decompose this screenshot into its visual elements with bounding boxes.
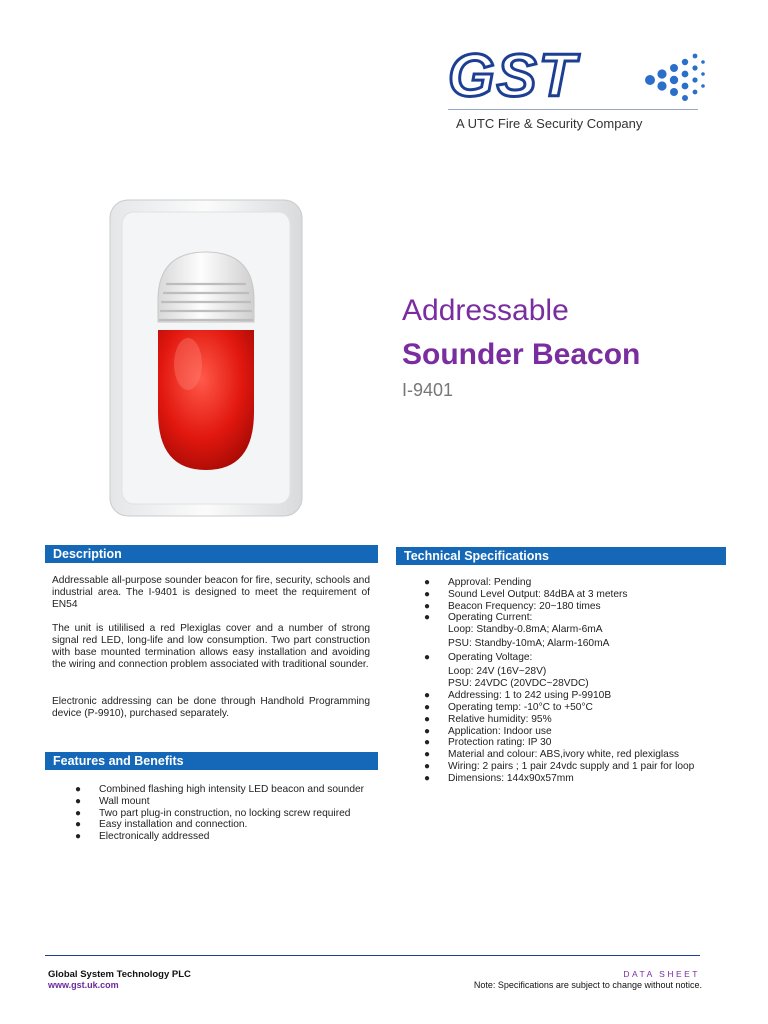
product-title-line1: Addressable bbox=[402, 294, 569, 327]
spec-subtext: PSU: Standby-10mA; Alarm-160mA bbox=[448, 637, 610, 649]
tech-specs-heading: Technical Specifications bbox=[396, 547, 726, 565]
bullet-dot-icon: ● bbox=[424, 701, 431, 713]
description-heading: Description bbox=[45, 545, 378, 563]
bullet-dot-icon: ● bbox=[75, 819, 82, 831]
feature-text: Two part plug-in construction, no locking screw required bbox=[99, 807, 351, 819]
features-heading: Features and Benefits bbox=[45, 752, 378, 770]
footer-website-link[interactable]: www.gst.uk.com bbox=[48, 980, 119, 990]
description-paragraph: Addressable all-purpose sounder beacon for fire, security, schools and industrial area. The I-9401 is designed to meet the requirement of EN54 bbox=[52, 575, 370, 610]
brand-tagline: A UTC Fire & Security Company bbox=[456, 116, 643, 131]
footer-divider bbox=[45, 955, 700, 956]
list-item bbox=[424, 737, 738, 749]
bullet-dot-icon: ● bbox=[424, 749, 431, 761]
bullet-dot-icon: ● bbox=[75, 807, 82, 819]
list-item bbox=[75, 784, 389, 796]
list-item bbox=[424, 690, 738, 702]
spec-text: Approval: Pending bbox=[448, 577, 532, 588]
list-item bbox=[75, 831, 389, 843]
dot-cluster-icon bbox=[645, 54, 705, 101]
list-item bbox=[424, 772, 738, 785]
bullet-dot-icon: ● bbox=[75, 784, 82, 795]
feature-text: Electronically addressed bbox=[99, 831, 210, 843]
spec-text: Wiring: 2 pairs ; 1 pair 24vdc supply and 1 pair for loop bbox=[448, 760, 695, 772]
list-item bbox=[75, 819, 389, 831]
bullet-dot-icon: ● bbox=[424, 588, 431, 600]
spec-text: Addressing: 1 to 242 using P-9910B bbox=[448, 690, 612, 702]
spec-text: Relative humidity: 95% bbox=[448, 713, 552, 725]
product-model: I-9401 bbox=[402, 380, 454, 400]
spec-subtext: Loop: Standby-0.8mA; Alarm-6mA bbox=[448, 624, 603, 636]
spec-subline bbox=[448, 678, 738, 690]
spec-text: Dimensions: 144x90x57mm bbox=[448, 772, 574, 784]
bullet-dot-icon: ● bbox=[424, 725, 431, 737]
bullet-dot-icon: ● bbox=[424, 713, 431, 725]
footer-company: Global System Technology PLC bbox=[48, 969, 191, 980]
bullet-dot-icon: ● bbox=[424, 651, 431, 663]
spec-text: Operating Voltage: bbox=[448, 651, 533, 663]
feature-text: Combined flashing high intensity LED beacon and sounder bbox=[99, 784, 365, 795]
spec-text: Beacon Frequency: 20~180 times bbox=[448, 600, 601, 612]
spec-text: Operating temp: -10°C to +50°C bbox=[448, 701, 593, 713]
spec-subline bbox=[448, 666, 738, 678]
feature-text: Easy installation and connection. bbox=[99, 819, 248, 831]
spec-text: Operating Current: bbox=[448, 612, 533, 624]
product-photo bbox=[108, 192, 308, 522]
bullet-dot-icon: ● bbox=[424, 600, 431, 612]
list-item bbox=[424, 725, 738, 738]
spec-text: Material and colour: ABS,ivory white, red plexiglass bbox=[448, 749, 680, 761]
features-list bbox=[75, 784, 389, 843]
bullet-dot-icon: ● bbox=[424, 612, 431, 624]
bullet-dot-icon: ● bbox=[424, 577, 431, 588]
bullet-dot-icon: ● bbox=[424, 760, 431, 772]
list-item bbox=[424, 612, 738, 624]
brand-wordmark: GST bbox=[448, 42, 578, 109]
bullet-dot-icon: ● bbox=[75, 831, 82, 843]
feature-text: Wall mount bbox=[99, 795, 150, 807]
tech-specs-list bbox=[424, 577, 738, 785]
list-item bbox=[424, 701, 738, 714]
bullet-dot-icon: ● bbox=[424, 737, 431, 749]
bullet-dot-icon: ● bbox=[75, 795, 82, 807]
spec-text: Application: Indoor use bbox=[448, 725, 552, 737]
spec-text: Protection rating: IP 30 bbox=[448, 737, 552, 749]
footer-disclaimer: Note: Specifications are subject to change without notice. bbox=[473, 980, 702, 990]
list-item bbox=[75, 795, 389, 808]
product-title-line2: Sounder Beacon bbox=[402, 338, 641, 371]
bullet-dot-icon: ● bbox=[424, 772, 431, 784]
spec-subtext: PSU: 24VDC (20VDC~28VDC) bbox=[448, 678, 589, 690]
list-item bbox=[424, 713, 738, 726]
list-item bbox=[75, 807, 389, 820]
list-item bbox=[424, 577, 738, 589]
bullet-dot-icon: ● bbox=[424, 690, 431, 702]
list-item bbox=[424, 600, 738, 613]
description-paragraph: The unit is utililised a red Plexiglas cover and a number of strong signal red LED, long-life and low consumption. Two part construction with base mounted termination allows easy installation and avoiding the wiring and connection problem associated with traditional sounder. bbox=[52, 623, 370, 670]
list-item bbox=[424, 588, 738, 601]
spec-subline bbox=[448, 624, 738, 636]
spec-subline bbox=[448, 638, 738, 650]
list-item bbox=[424, 749, 738, 761]
footer-data-sheet-label: DATA SHEET bbox=[623, 969, 700, 979]
logo-divider bbox=[448, 109, 698, 110]
list-item bbox=[424, 651, 738, 664]
spec-text: Sound Level Output: 84dBA at 3 meters bbox=[448, 588, 628, 600]
list-item bbox=[424, 760, 738, 773]
spec-subtext: Loop: 24V (16V~28V) bbox=[448, 665, 547, 677]
description-paragraph: Electronic addressing can be done through Handhold Programming device (P-9910), purchased separately. bbox=[52, 696, 370, 719]
